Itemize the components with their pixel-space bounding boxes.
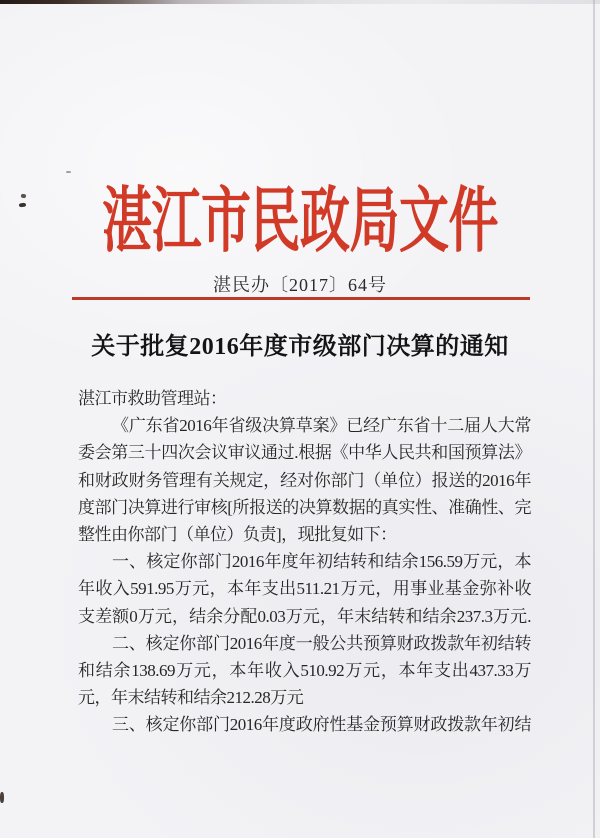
document-body bbox=[78, 385, 531, 739]
body-line: 委会第三十四次会议审议通过.根据《中华人民共和国预算法》 bbox=[78, 443, 531, 463]
body-line: 一、核定你部门2016年度年初结转和结余156.59万元，本 bbox=[112, 552, 531, 572]
body-line: 湛江市救助管理站： bbox=[78, 389, 227, 408]
body-line: 二、核定你部门2016年度一般公共预算财政拨款年初结转 bbox=[112, 633, 531, 653]
document-number: 湛民办〔2017〕64号 bbox=[213, 275, 387, 295]
body-line: 和结余138.69万元，本年收入510.92万元，本年支出437.33万 bbox=[78, 661, 531, 681]
document-title: 关于批复2016年度市级部门决算的通知 bbox=[91, 334, 509, 360]
body-line: 和财政财务管理有关规定，经对你部门（单位）报送的2016年 bbox=[78, 470, 531, 490]
body-line: 度部门决算进行审核[所报送的决算数据的真实性、准确性、完 bbox=[78, 497, 531, 517]
body-line: 整性由你部门（单位）负责]，现批复如下： bbox=[78, 525, 397, 545]
body-line: 《广东省2016年省级决算草案》已经广东省十二届人大常 bbox=[112, 416, 531, 436]
scan-artifact-right-edge bbox=[593, 0, 595, 838]
letterhead-red-header bbox=[0, 164, 600, 261]
red-separator-line bbox=[72, 297, 530, 300]
body-line: 三、核定你部门2016年度政府性基金预算财政拨款年初结 bbox=[112, 715, 531, 735]
scan-artifact-top-edge bbox=[0, 0, 600, 4]
body-line: 元，年末结转和结余212.28万元 bbox=[78, 688, 304, 708]
body-line: 支差额0万元，结余分配0.03万元，年末结转和结余237.3万元. bbox=[78, 606, 531, 626]
body-line: 年收入591.95万元，本年支出511.21万元，用事业基金弥补收 bbox=[78, 579, 531, 599]
scan-speck bbox=[0, 792, 4, 803]
letterhead-title: 湛江市民政局文件 bbox=[102, 181, 498, 261]
